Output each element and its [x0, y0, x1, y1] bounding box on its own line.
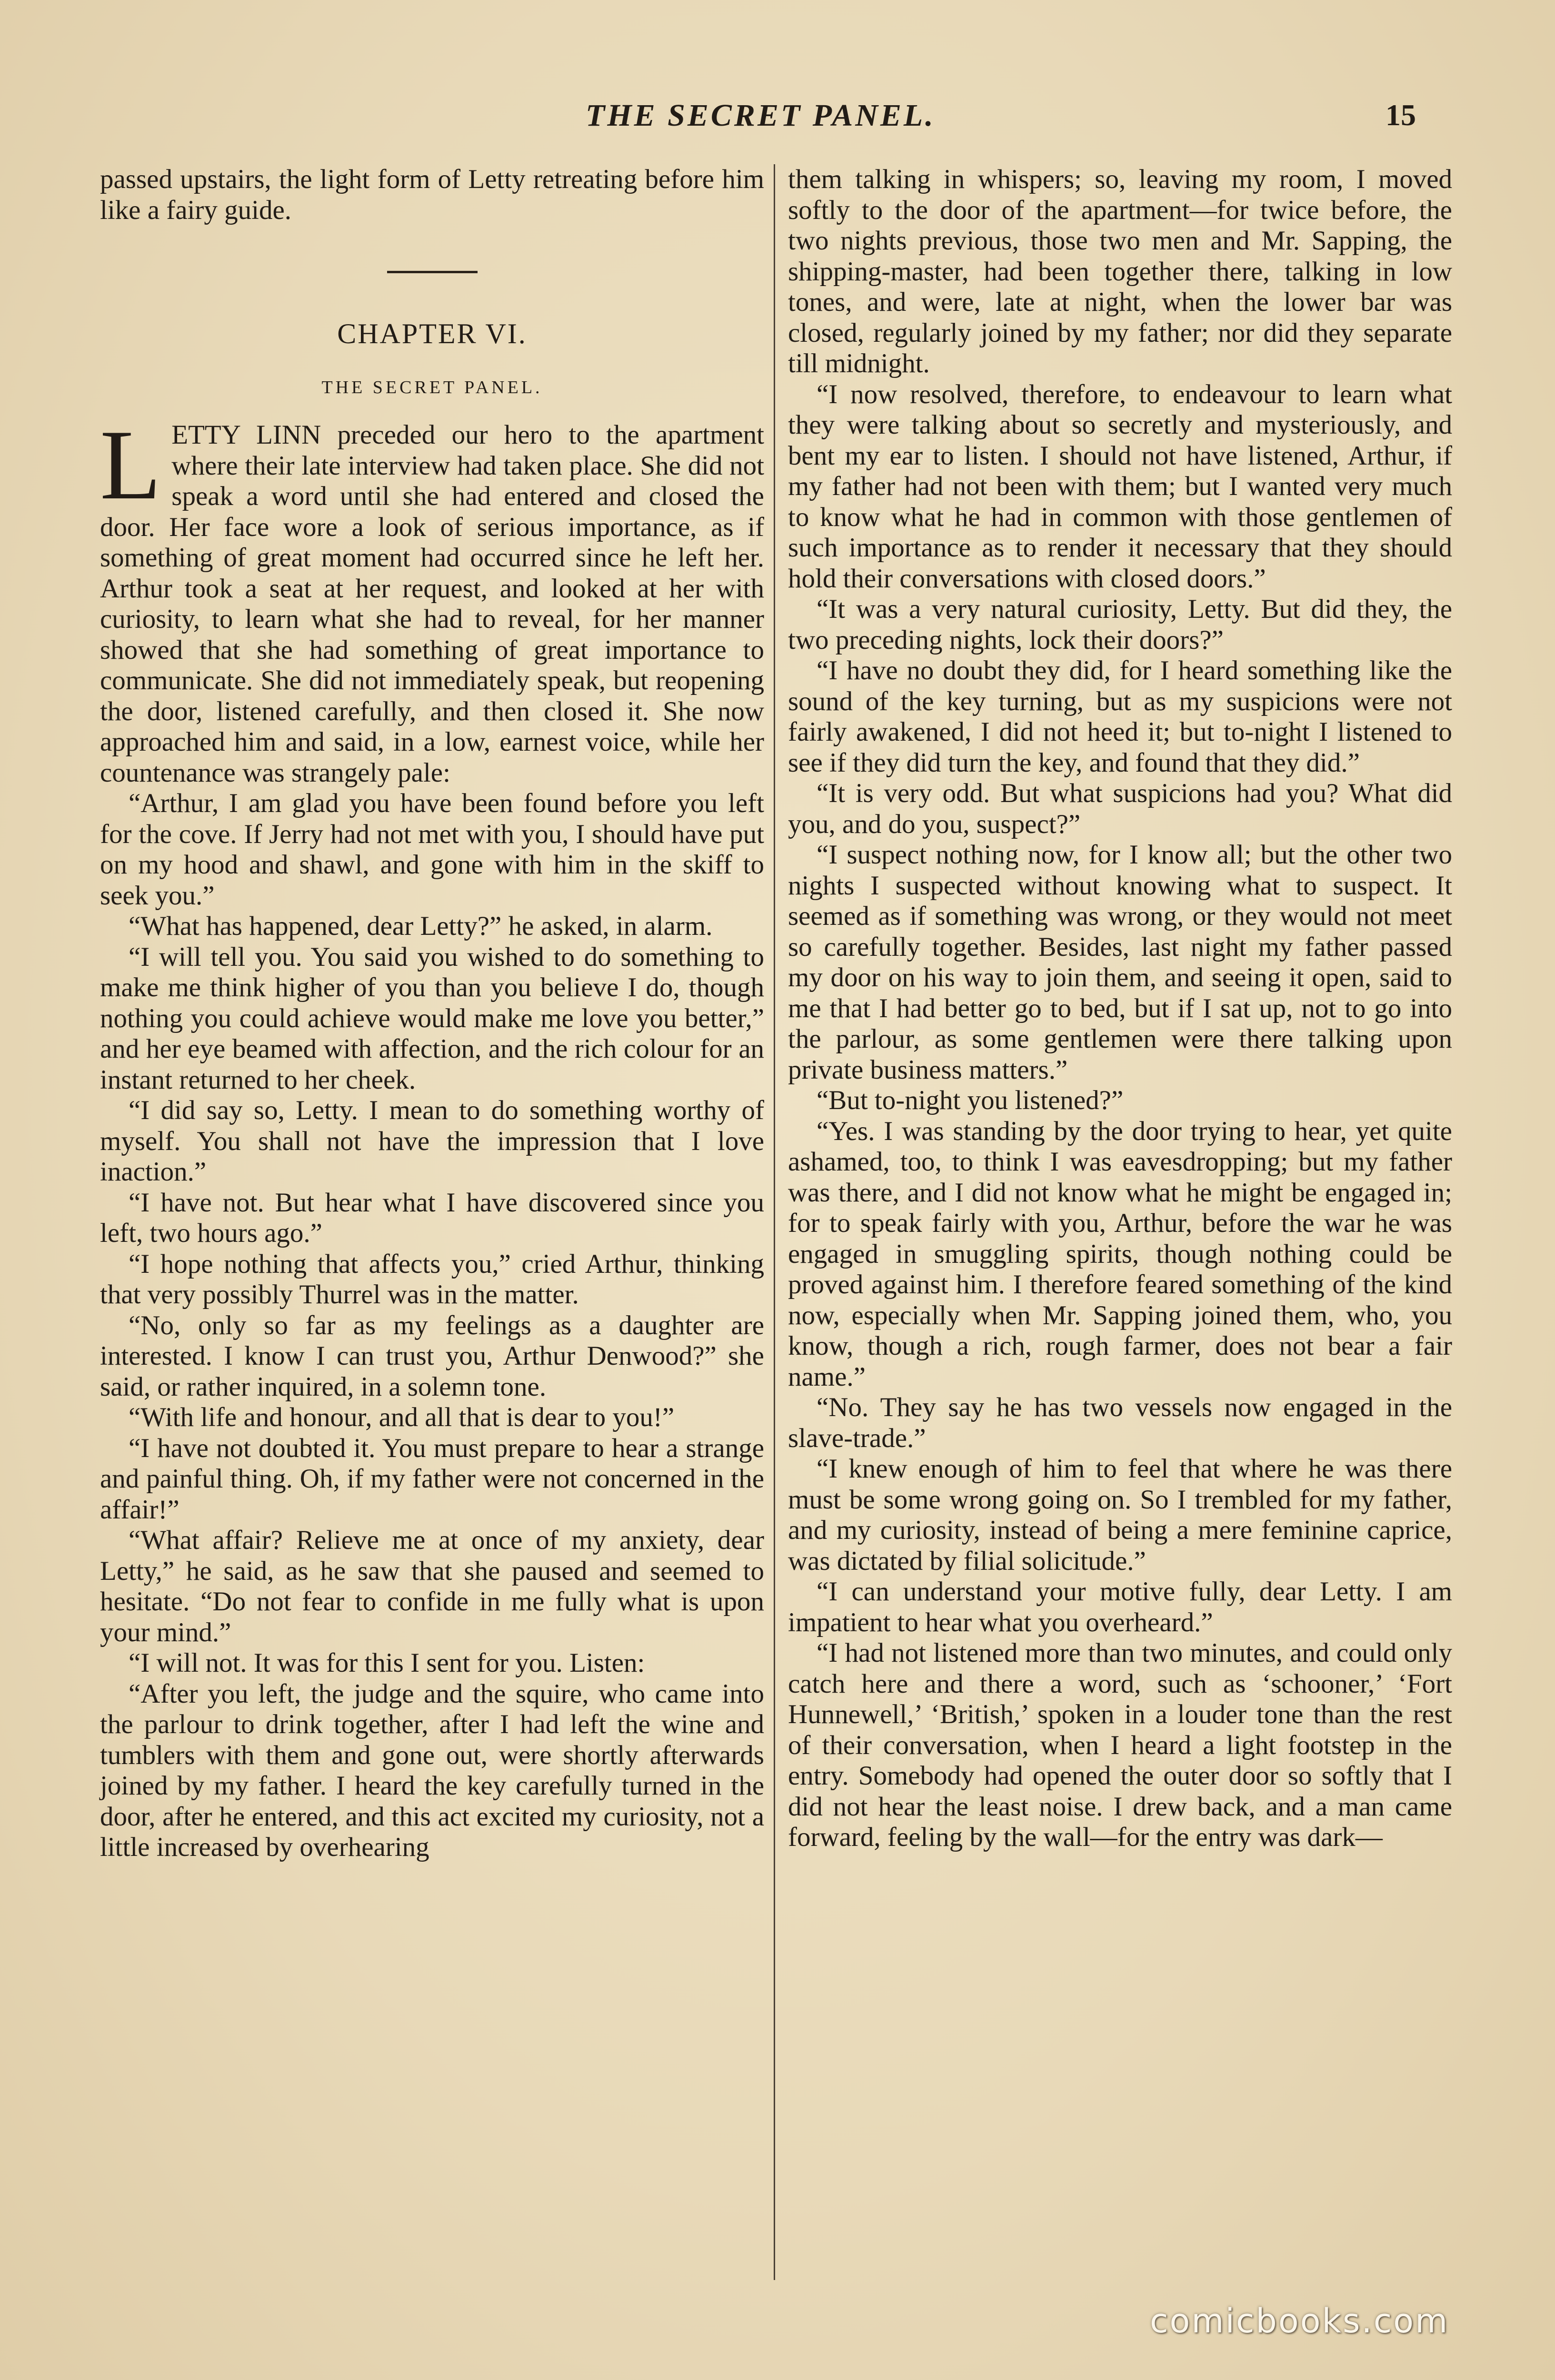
paragraph: “What has happened, dear Letty?” he asked, in alarm. [129, 911, 713, 941]
paragraph: “I have no doubt they did, for I heard something like the sound of the key turning, but as my suspicions were not fairly awakened, I did not heed it; but to-night I listened to see if they did turn the key, and found that they did.” [788, 655, 1452, 778]
paragraph: “I hope nothing that affects you,” cried Arthur, thinking that very possibly Thurrel was in the matter. [100, 1249, 764, 1309]
right-opening-paragraph: them talking in whispers; so, leaving my room, I moved softly to the door of the apartment—for twice before, the two nights previous, those two men and Mr. Sapping, the shipping-master, had been together there, talking in low tones, and were, late at night, when the lower bar was closed, regularly joined by my father; nor did they separate till midnight. [788, 164, 1452, 378]
paragraph: “No, only so far as my feelings as a daughter are interested. I know I can trust you, Arthur Denwood?” she said, or rather inquired, in a solemn tone. [100, 1310, 764, 1402]
paragraph: “Arthur, I am glad you have been found before you left for the cove. If Jerry had not met with you, I should have put on my hood and shawl, and gone with him in the skiff to seek you.” [100, 788, 764, 911]
paragraph: “I will not. It was for this I sent for you. Listen: [129, 1648, 645, 1678]
paragraph: “I had not listened more than two minutes, and could only catch here and there a word, such as ‘schooner,’ ‘Fort Hunnewell,’ ‘British,’ spoken in a louder tone than the rest of their conversation, when I heard a light footstep in the entry. Somebody had opened the outer door so softly that I did not hear the least noise. I drew back, and a man came forward, feeling by the wall—for the entry was dark— [788, 1638, 1452, 1852]
chapter-first-paragraph [100, 410, 764, 788]
left-column [100, 164, 764, 1863]
paragraph: “After you left, the judge and the squire, who came into the parlour to drink together, after I had left the wine and tumblers with them and gone out, were shortly afterwards joined by my father. I heard the key carefully turned in the door, after he entered, and this act excited my curiosity, not a little increased by overhearing [100, 1678, 764, 1862]
paragraph: “I have not. But hear what I have discovered since you left, two hours ago.” [100, 1187, 764, 1248]
paragraph: “I did say so, Letty. I mean to do something worthy of myself. You shall not have the impression that I love inaction.” [100, 1095, 764, 1187]
paragraph: “I have not doubted it. You must prepare to hear a strange and painful thing. Oh, if my father were not concerned in the affair!” [100, 1433, 764, 1525]
paragraph: “Yes. I was standing by the door trying to hear, yet quite ashamed, too, to think I was eavesdropping; but my father was there, and I did not know what he might be engaged in; for to speak fairly with you, Arthur, before the war he was engaged in smuggling spirits, though nothing could be proved against him. I therefore feared something of the kind now, especially when Mr. Sapping joined them, who, you know, though a rich, rough farmer, does not bear a fair name.” [788, 1116, 1452, 1392]
paragraph: “I will tell you. You said you wished to do something to make me think higher of you than you believe I do, though nothing you could achieve would make me love you better,” and her eye beamed with affection, and the rich colour for an instant returned to her cheek. [100, 942, 764, 1095]
right-column [788, 164, 1452, 1853]
page-number: 15 [1386, 98, 1416, 132]
paragraph: “What affair? Relieve me at once of my anxiety, dear Letty,” he said, as he saw that she paused and seemed to hesitate. “Do not fear to confide in me fully what is upon your mind.” [100, 1525, 764, 1647]
paragraph: “It was a very natural curiosity, Letty. But did they, the two preceding nights, lock their doors?” [788, 594, 1452, 655]
paragraph: “I knew enough of him to feel that where he was there must be some wrong going on. So I trembled for my father, and my curiosity, instead of being a mere feminine caprice, was dictated by filial solicitude.” [788, 1454, 1452, 1576]
left-opening-paragraph: passed upstairs, the light form of Letty retreating before him like a fairy guide. [100, 164, 764, 225]
site-watermark: comicbooks.com [1150, 2301, 1449, 2340]
paragraph: “But to-night you listened?” [817, 1085, 1124, 1115]
drop-cap-letter: L [100, 410, 161, 520]
chapter-divider-rule [387, 271, 478, 273]
chapter-heading: CHAPTER VI. [337, 318, 527, 349]
paragraph: “No. They say he has two vessels now engaged in the slave-trade.” [788, 1392, 1452, 1453]
column-divider-rule [774, 164, 775, 2280]
running-title: THE SECRET PANEL. [586, 98, 936, 133]
paragraph: “With life and honour, and all that is dear to you!” [129, 1402, 675, 1432]
paragraph: “I suspect nothing now, for I know all; but the other two nights I suspected without knowing what to suspect. It seemed as if something was wrong, or they would not meet so carefully together. Besides, last night my father passed my door on his way to join them, and seeing it open, said to me that I had better go to bed, but if I sat up, not to go into the parlour, as some gentlemen were there talking upon private business matters.” [788, 840, 1452, 1085]
first-paragraph-text: ETTY LINN preceded our hero to the apartment where their late interview had taken place. She did not speak a word until she had entered and closed the door. Her face wore a look of serious importance, as if something of great moment had occurred since he left her. Arthur took a seat at her request, and looked at her with curiosity, to learn what she had to reveal, for her manner showed that she had something of great importance to communicate. She did not immediately speak, but reopening the door, listened carefully, and then closed it. She now approached him and said, in a low, earnest voice, while her countenance was strangely pale: [100, 420, 764, 788]
paragraph: “I now resolved, therefore, to endeavour to learn what they were talking about so secretly and mysteriously, and bent my ear to listen. I should not have listened, Arthur, if my father had not been with them; but I wanted very much to know what he had in common with those gentlemen of such importance as to render it necessary that they should hold their conversations with closed doors.” [788, 379, 1452, 594]
chapter-subheading: THE SECRET PANEL. [321, 377, 543, 397]
paragraph: “I can understand your motive fully, dear Letty. I am impatient to hear what you overheard.” [788, 1577, 1452, 1637]
paragraph: “It is very odd. But what suspicions had you? What did you, and do you, suspect?” [788, 778, 1452, 839]
